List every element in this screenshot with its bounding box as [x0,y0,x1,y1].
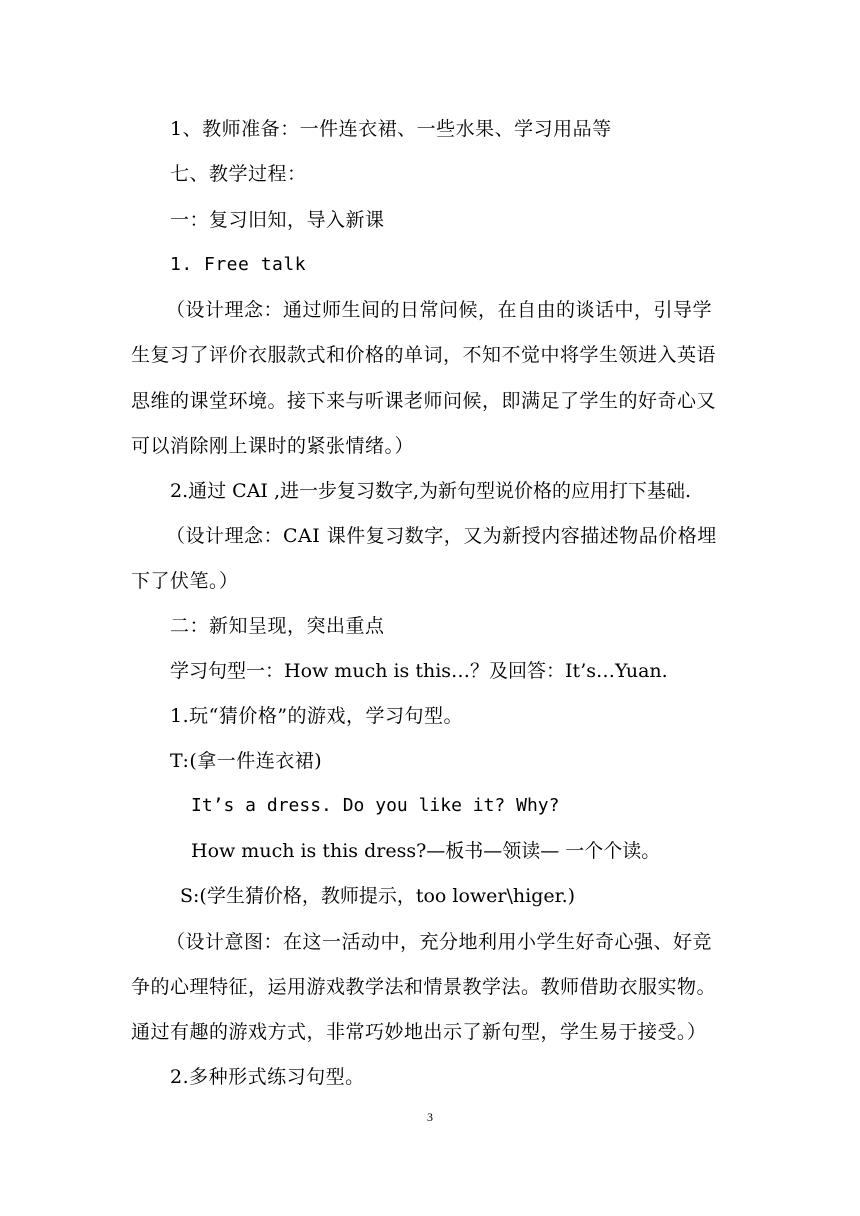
paragraph-teacher-action: T:(拿一件连衣裙) [170,750,323,772]
paragraph-dialogue-line-1: It’s a dress. Do you like it? Why? [191,795,560,816]
heading-review: 一：复习旧知，导入新课 [170,209,385,231]
paragraph-free-talk: 1. Free talk [170,254,307,275]
paragraph-student-action: S:(学生猜价格，教师提示，too lower\higer.) [180,885,576,907]
page-number: 3 [427,1110,433,1124]
paragraph-design-note-1-line-1: （设计理念：通过师生间的日常问候，在自由的谈话中，引导学 [166,299,713,321]
paragraph-sentence-pattern-one: 学习句型一：How much is this…？及回答：It’s…Yuan. [170,660,668,682]
paragraph-design-note-2-line-2: 下了伏笔。） [131,570,239,592]
paragraph-guess-price-game: 1.玩“猜价格”的游戏，学习句型。 [170,705,464,727]
paragraph-design-note-1-line-4: 可以消除刚上课时的紧张情绪。） [131,435,415,457]
paragraph-design-note-1-line-2: 生复习了评价衣服款式和价格的单词，不知不觉中将学生领进入英语 [131,344,717,366]
heading-teaching-process: 七、教学过程： [170,163,307,185]
paragraph-teacher-prep: 1、教师准备：一件连衣裙、一些水果、学习用品等 [170,118,612,140]
paragraph-design-note-1-line-3: 思维的课堂环境。接下来与听课老师问候，即满足了学生的好奇心又 [131,390,717,412]
paragraph-cai-review: 2.通过 CAI ,进一步复习数字,为新句型说价格的应用打下基础. [170,480,692,502]
paragraph-design-intent-line-2: 争的心理特征，运用游戏教学法和情景教学法。教师借助衣服实物。 [131,976,717,998]
paragraph-design-intent-line-3: 通过有趣的游戏方式，非常巧妙地出示了新句型，学生易于接受。） [131,1021,707,1043]
heading-new-knowledge: 二：新知呈现，突出重点 [170,615,385,637]
paragraph-design-note-2-line-1: （设计理念：CAI 课件复习数字，又为新授内容描述物品价格埋 [166,525,717,547]
paragraph-design-intent-line-1: （设计意图：在这一活动中，充分地利用小学生好奇心强、好竞 [166,931,713,953]
paragraph-practice-forms: 2.多种形式练习句型。 [170,1066,365,1088]
paragraph-dialogue-line-2: How much is this dress?—板书—领读— 一个个读。 [191,840,661,862]
